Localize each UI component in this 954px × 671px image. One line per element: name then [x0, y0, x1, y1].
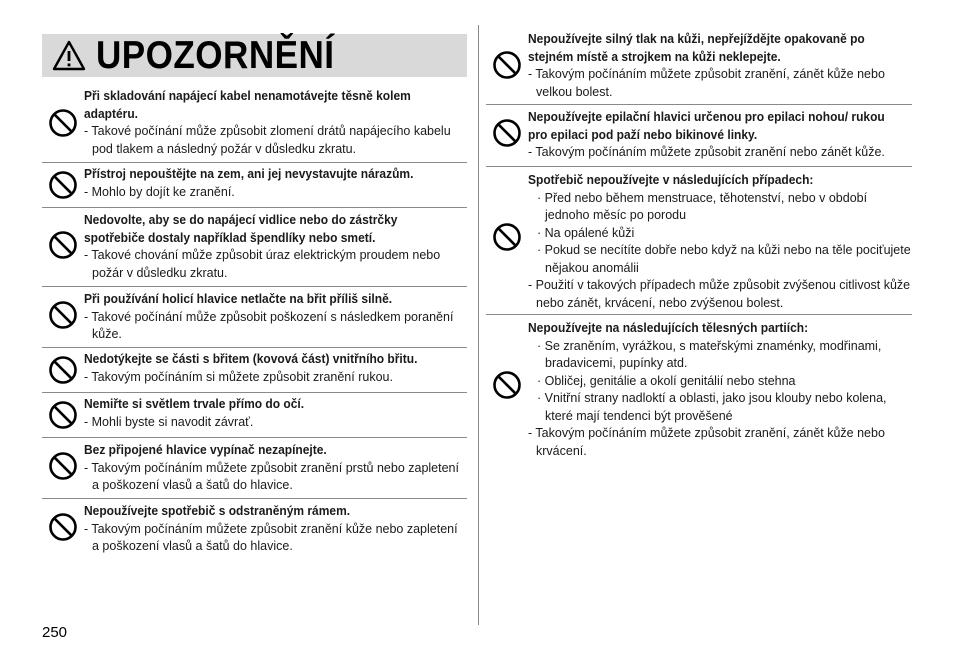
item-note: - Takovým počínáním můžete způsobit zranění prstů nebo zapletení a poškození vlasů a šatů do hlavice. [84, 460, 459, 492]
prohibition-icon [48, 230, 78, 260]
caution-item [42, 499, 467, 561]
caution-item [42, 438, 467, 499]
item-note: - Takové počínání může způsobit poškození s následkem poranění kůže. [84, 309, 454, 341]
item-note: - Mohlo by dojít ke zranění. [84, 184, 235, 199]
caution-item [486, 167, 912, 315]
caution-item [486, 315, 912, 465]
item-note: - Takovým počínáním můžete způsobit zranění, zánět kůže nebo krvácení. [528, 426, 885, 458]
item-bullet: · Pokud se necítíte dobře nebo když na kůži nebo na těle pociťujete nějakou anomálii [537, 243, 911, 275]
page-title: UPOZORNĚNÍ [96, 34, 335, 77]
prohibition-icon [48, 355, 78, 385]
item-title: Nedotýkejte se části s břitem (kovová část) vnitřního břitu. [84, 352, 418, 366]
warning-triangle-icon [52, 39, 86, 73]
caution-item [486, 105, 912, 167]
prohibition-icon [48, 170, 78, 200]
item-title: Bez připojené hlavice vypínač nezapínejte. [84, 443, 327, 457]
item-note: - Takovým počínáním můžete způsobit zranění nebo zánět kůže. [528, 145, 885, 159]
caution-item [42, 86, 467, 163]
column-divider [478, 25, 479, 625]
caution-item [42, 208, 467, 287]
item-note: - Použití v takových případech může způsobit zvýšenou citlivost kůže nebo zánět, krvácení, nebo zvýšenou bolest. [528, 278, 911, 310]
item-bullet: · Se zraněním, vyrážkou, s mateřskými znaménky, modřinami, bradavicemi, pupínky atd. [537, 338, 882, 370]
caution-item [42, 348, 467, 393]
caution-item [42, 393, 467, 438]
item-note: - Takovým počínáním můžete způsobit zranění, zánět kůže nebo velkou bolest. [528, 67, 885, 99]
left-column [42, 86, 467, 561]
item-title: Spotřebič nepoužívejte v následujících případech: [528, 173, 814, 187]
item-note: - Mohli byste si navodit závrať. [84, 414, 254, 429]
prohibition-icon [492, 50, 522, 80]
page-number: 250 [42, 624, 68, 641]
item-title: Nepoužívejte spotřebič s odstraněným rámem. [84, 504, 351, 518]
prohibition-icon [492, 118, 522, 148]
prohibition-icon [48, 300, 78, 330]
item-title: Nepoužívejte na následujících tělesných partiích: [528, 321, 809, 335]
item-title: Nepoužívejte epilační hlavici určenou pro epilaci nohou/ rukou pro epilaci pod paží nebo bikinové linky. [528, 110, 885, 142]
prohibition-icon [48, 451, 78, 481]
item-title: Při skladování napájecí kabel nenamotávejte těsně kolem adaptéru. [84, 89, 411, 121]
item-note: - Takovým počínáním si můžete způsobit zranění rukou. [84, 369, 393, 384]
section-header [42, 34, 467, 77]
item-title: Přístroj nepouštějte na zem, ani jej nevystavujte nárazům. [84, 167, 414, 181]
item-title: Nepoužívejte silný tlak na kůži, nepřejíždějte opakovaně po stejném místě a strojkem na kůži neklepejte. [528, 32, 865, 64]
item-note: - Takovým počínáním můžete způsobit zranění kůže nebo zapletení a poškození vlasů a šatů do hlavice. [84, 521, 458, 553]
prohibition-icon [492, 370, 522, 400]
caution-item [42, 287, 467, 348]
item-title: Nemiřte si světlem trvale přímo do očí. [84, 397, 305, 411]
item-bullet: · Obličej, genitálie a okolí genitálií nebo stehna [537, 373, 796, 388]
prohibition-icon [492, 222, 522, 252]
item-note: - Takové počínání může způsobit zlomení drátů napájecího kabelu pod tlakem a následný požár v důsledku zkratu. [84, 124, 451, 156]
item-note: - Takové chování může způsobit úraz elektrickým proudem nebo požár v důsledku zkratu. [84, 248, 441, 280]
item-bullet: · Vnitřní strany nadloktí a oblasti, jako jsou klouby nebo kolena, které mají tendenci být prověšené [537, 391, 887, 423]
item-bullet: · Na opálené kůži [537, 225, 635, 240]
prohibition-icon [48, 108, 78, 138]
prohibition-icon [48, 400, 78, 430]
caution-item [486, 30, 912, 105]
right-column [486, 30, 912, 465]
caution-item [42, 163, 467, 208]
item-title: Při používání holicí hlavice netlačte na břit příliš silně. [84, 292, 393, 306]
item-title: Nedovolte, aby se do napájecí vidlice nebo do zástrčky spotřebiče dostaly například špendlíky nebo smetí. [84, 213, 398, 245]
prohibition-icon [48, 512, 78, 542]
item-bullet: · Před nebo během menstruace, těhotenství, nebo v období jednoho měsíc po porodu [537, 190, 868, 222]
